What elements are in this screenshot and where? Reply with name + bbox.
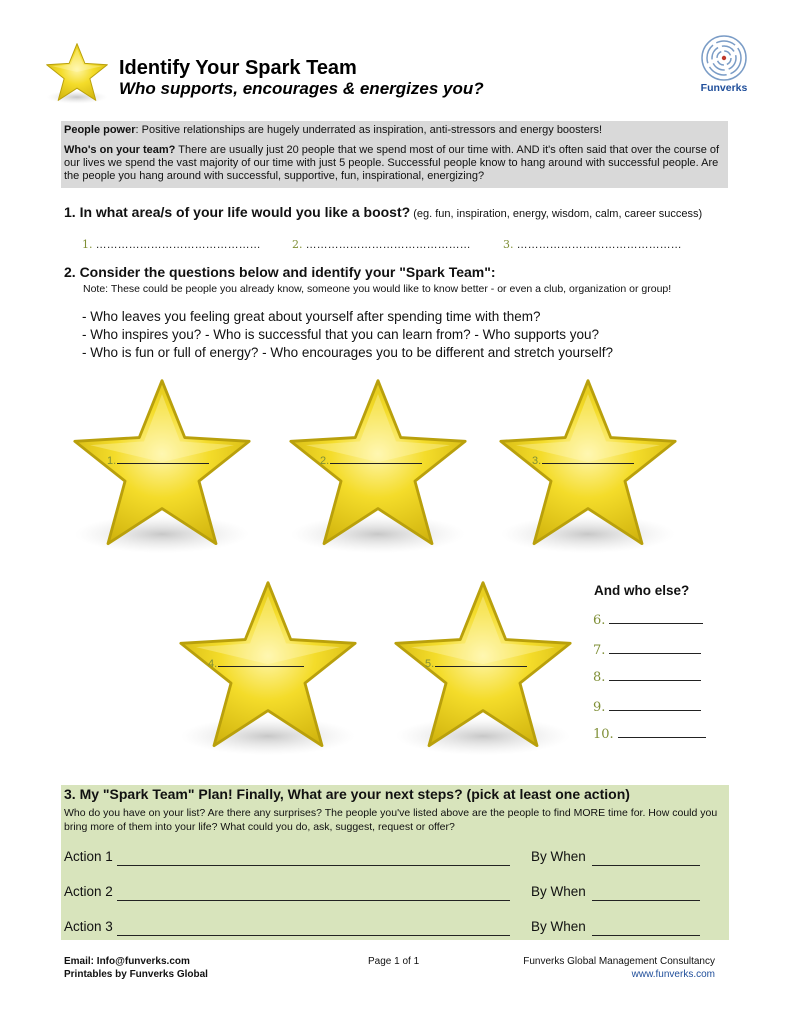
else-field-9[interactable]: 9. — [593, 698, 701, 715]
question-line-2: - Who inspires you? - Who is successful that you can learn from? - Who supports you? — [82, 327, 599, 342]
boost-blank-2[interactable]: 2. ……………………………………… — [292, 238, 471, 251]
footer-email[interactable]: Email: Info@funverks.com — [64, 956, 190, 967]
page-title: Identify Your Spark Team — [119, 57, 357, 79]
footer-printables: Printables by Funverks Global — [64, 969, 208, 980]
star-4-field[interactable]: 4. — [208, 655, 304, 670]
footer-website-link[interactable]: www.funverks.com — [631, 969, 715, 980]
when-1-field[interactable] — [592, 864, 700, 866]
question-line-1: - Who leaves you feeling great about yourself after spending time with them? — [82, 309, 541, 324]
question-line-3: - Who is fun or full of energy? - Who encourages you to be different and stretch yourself? — [82, 345, 614, 360]
action-2-field[interactable] — [117, 899, 510, 901]
logo-text: Funverks — [700, 82, 748, 94]
section2-note: Note: These could be people you already know, someone you would like to know better - or even a club, organization or group! — [83, 283, 672, 295]
else-field-6[interactable]: 6. — [593, 611, 703, 628]
when-2-label: By When — [531, 884, 586, 899]
intro-paragraph-2: Who's on your team? There are usually just 20 people that we spend most of our time with. AND it's often said that over the course of our lives we spend the vast majority of our time with just 5 people. Successful people know to hang around with successful people. Are the people you hang around with successful, supportive, fun, inspirational, energizing? — [64, 144, 720, 182]
star-1-field[interactable]: 1. — [107, 452, 209, 467]
footer-page-number: Page 1 of 1 — [368, 956, 420, 967]
section3-description: Who do you have on your list? Are there any surprises? The people you've listed above are the people to find MORE time for. How could you bring more of them into your life? What could you do, ask, suggest, request or offer? — [64, 807, 718, 833]
when-2-field[interactable] — [592, 899, 700, 901]
star-5-field[interactable]: 5. — [425, 655, 527, 670]
header-star-icon — [44, 40, 110, 106]
boost-blank-1[interactable]: 1. ……………………………………… — [82, 238, 261, 251]
action-2-label: Action 2 — [64, 884, 113, 899]
intro-box — [61, 121, 728, 188]
else-field-7[interactable]: 7. — [593, 641, 701, 658]
boost-blank-3[interactable]: 3. ……………………………………… — [503, 238, 682, 251]
footer-right — [500, 955, 715, 981]
action-1-field[interactable] — [117, 864, 510, 866]
action-3-label: Action 3 — [64, 919, 113, 934]
section1-example: (eg. fun, inspiration, energy, wisdom, calm, career success) — [410, 208, 703, 220]
footer-left — [64, 955, 208, 981]
section3-heading: 3. My "Spark Team" Plan! Finally, What are your next steps? (pick at least one action) — [64, 786, 630, 802]
maze-icon — [700, 34, 748, 82]
section1-heading: 1. In what area/s of your life would you like a boost? (eg. fun, inspiration, energy, wisdom, calm, career success) — [64, 204, 703, 220]
intro-paragraph-1: People power: Positive relationships are hugely underrated as inspiration, anti-stressors and energy boosters! — [64, 124, 603, 136]
when-1-label: By When — [531, 849, 586, 864]
action-1-label: Action 1 — [64, 849, 113, 864]
star-3-field[interactable]: 3. — [532, 452, 634, 467]
and-who-else-title: And who else? — [594, 583, 690, 598]
section2-heading: 2. Consider the questions below and identify your "Spark Team": — [64, 264, 496, 280]
when-3-field[interactable] — [592, 934, 700, 936]
star-2-field[interactable]: 2. — [320, 452, 422, 467]
action-3-field[interactable] — [117, 934, 510, 936]
when-3-label: By When — [531, 919, 586, 934]
footer-company: Funverks Global Management Consultancy — [523, 956, 715, 967]
page-subtitle: Who supports, encourages & energizes you? — [119, 79, 484, 98]
else-field-8[interactable]: 8. — [593, 668, 701, 685]
else-field-10[interactable]: 10. — [593, 725, 706, 742]
